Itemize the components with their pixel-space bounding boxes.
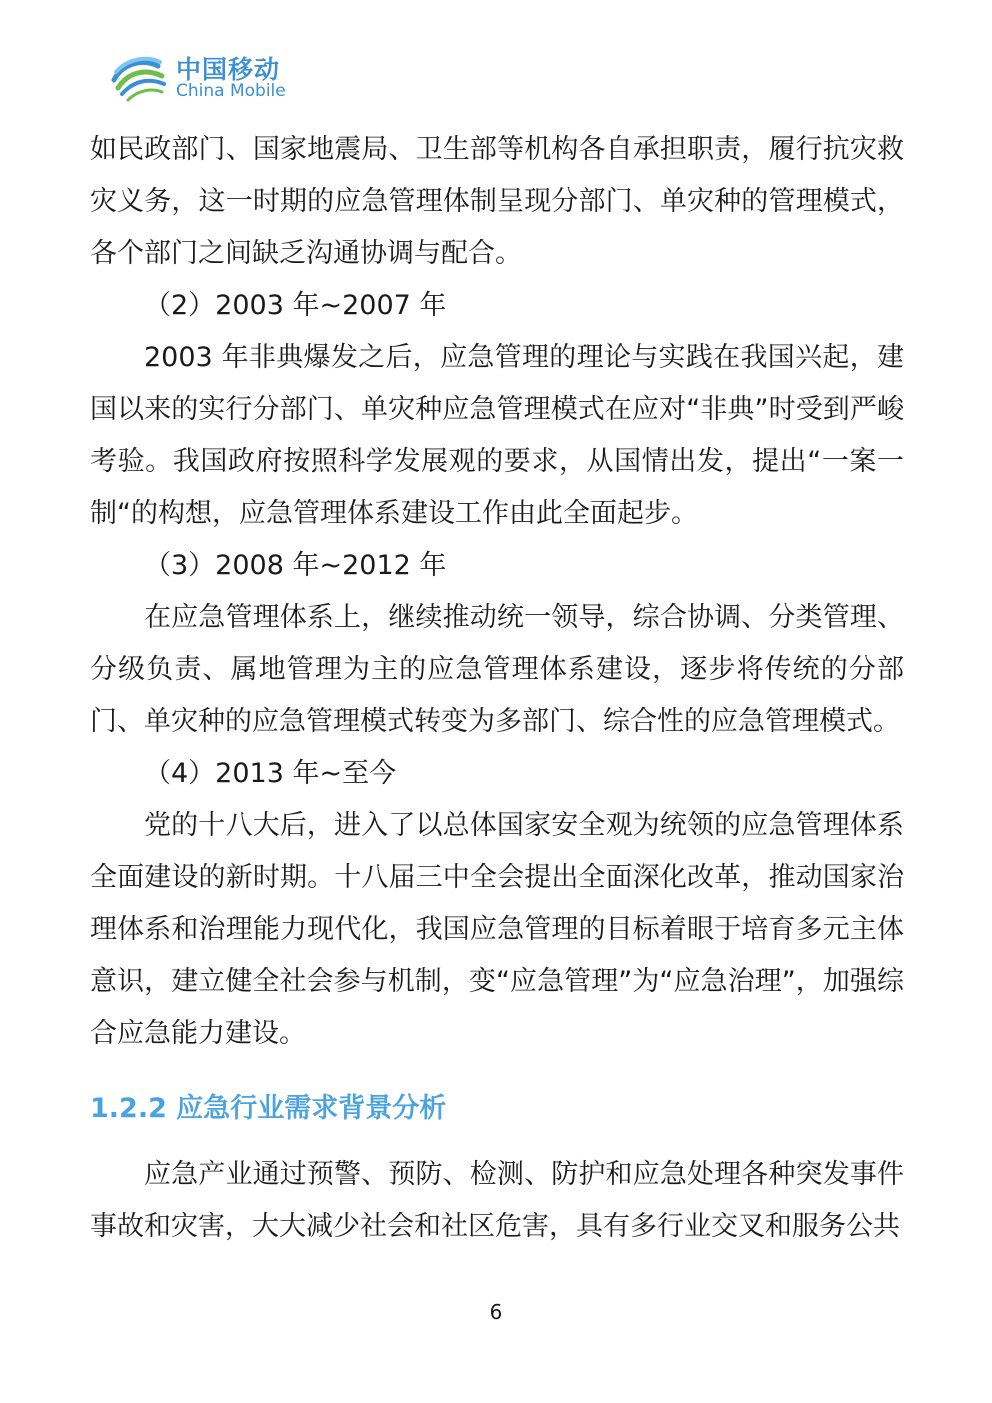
page-number: 6 xyxy=(489,1300,503,1324)
paragraph-2003-2007: 2003 年非典爆发之后，应急管理的理论与实践在我国兴起，建国以来的实行分部门、单灾种应急管理模式在应对“非典”时受到严峻考验。我国政府按照科学发展观的要求，从国情出发，提出“一案一制“的构想，应急管理体系建设工作由此全面起步。 xyxy=(90,342,904,529)
subheading-2013-now: （4）2013 年~至今 xyxy=(144,758,397,789)
paragraph-intro: 如民政部门、国家地震局、卫生部等机构各自承担职责，履行抗灾救灾义务，这一时期的应急管理体制呈现分部门、单灾种的管理模式，各个部门之间缺乏沟通协调与配合。 xyxy=(90,134,904,269)
document-body xyxy=(90,124,904,1253)
section-heading: 1.2.2 应急行业需求背景分析 xyxy=(90,1093,447,1124)
subheading-2008-2012: （3）2008 年~2012 年 xyxy=(144,550,447,581)
logo-text-en: China Mobile xyxy=(176,81,286,101)
china-mobile-logo xyxy=(108,48,308,108)
paragraph-industry-background: 应急产业通过预警、预防、检测、防护和应急处理各种突发事件事故和灾害，大大减少社会和社区危害，具有多行业交叉和服务公共 xyxy=(90,1159,904,1242)
paragraph-2008-2012: 在应急管理体系上，继续推动统一领导，综合协调、分类管理、分级负责、属地管理为主的应急管理体系建设，逐步将传统的分部门、单灾种的应急管理模式转变为多部门、综合性的应急管理模式。 xyxy=(90,602,904,737)
paragraph-2013-now: 党的十八大后，进入了以总体国家安全观为统领的应急管理体系全面建设的新时期。十八届三中全会提出全面深化改革，推动国家治理体系和治理能力现代化，我国应急管理的目标着眼于培育多元主体意识，建立健全社会参与机制，变“应急管理”为“应急治理”，加强综合应急能力建设。 xyxy=(90,810,904,1049)
subheading-2003-2007: （2）2003 年~2007 年 xyxy=(144,290,447,321)
logo-text-cn: 中国移动 xyxy=(176,55,281,84)
china-mobile-swirl-icon xyxy=(108,50,168,106)
